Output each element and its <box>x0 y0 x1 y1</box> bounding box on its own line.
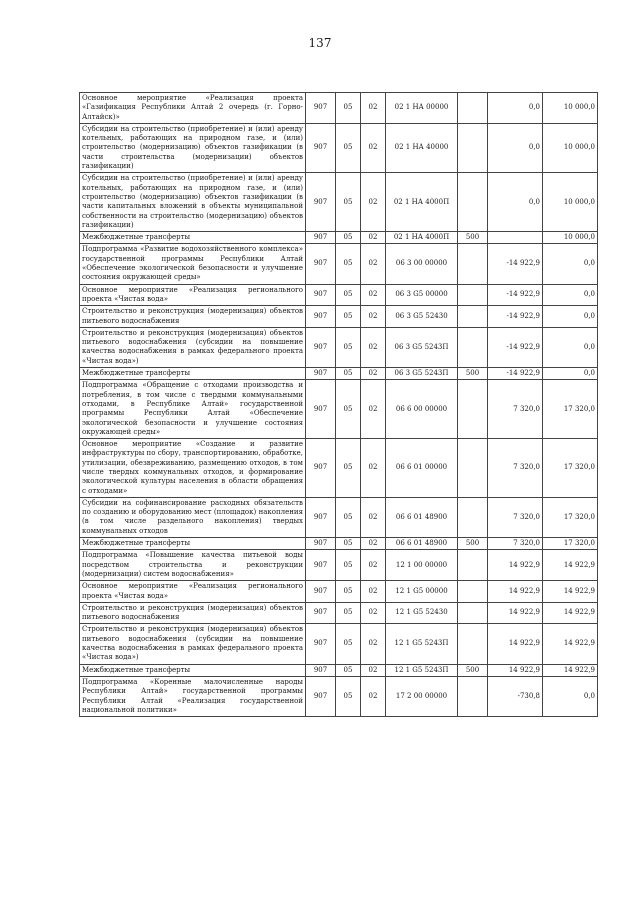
table-row <box>80 439 598 498</box>
razdel-code: 05 <box>336 327 361 367</box>
amount-year-1: -14 922,9 <box>488 368 543 380</box>
podrazdel-code: 02 <box>361 550 386 581</box>
table-row <box>80 550 598 581</box>
amount-year-2: 14 922,9 <box>543 664 598 676</box>
razdel-code: 05 <box>336 624 361 664</box>
amount-year-2: 10 000,0 <box>543 232 598 244</box>
page-number: 137 <box>308 36 332 50</box>
table-row <box>80 676 598 716</box>
target-article-code: 06 6 00 00000 <box>386 380 458 439</box>
target-article-code: 12 1 00 00000 <box>386 550 458 581</box>
razdel-code: 05 <box>336 232 361 244</box>
target-article-code: 06 6 01 48900 <box>386 497 458 537</box>
target-article-code: 02 1 НА 4000П <box>386 173 458 232</box>
podrazdel-code: 02 <box>361 327 386 367</box>
table-row <box>80 123 598 172</box>
row-name: Субсидии на строительство (приобретение) и (или) аренду котельных, работающих на природном газе, и (или) строительство (модернизацию) объектов газификации (в части строительства (модернизации) объектов газификации) <box>80 123 306 172</box>
expense-type-code: 500 <box>458 232 488 244</box>
vedomstvo-code: 907 <box>306 664 336 676</box>
target-article-code: 12 1 G5 00000 <box>386 581 458 603</box>
table-row <box>80 173 598 232</box>
vedomstvo-code: 907 <box>306 581 336 603</box>
amount-year-2: 0,0 <box>543 327 598 367</box>
amount-year-2: 0,0 <box>543 368 598 380</box>
podrazdel-code: 02 <box>361 306 386 328</box>
expense-type-code <box>458 93 488 124</box>
target-article-code: 06 3 00 00000 <box>386 244 458 284</box>
target-article-code: 02 1 НА 00000 <box>386 93 458 124</box>
razdel-code: 05 <box>336 244 361 284</box>
row-name: Основное мероприятие «Реализация регионального проекта «Чистая вода» <box>80 284 306 306</box>
razdel-code: 05 <box>336 173 361 232</box>
podrazdel-code: 02 <box>361 232 386 244</box>
vedomstvo-code: 907 <box>306 676 336 716</box>
amount-year-1: 7 320,0 <box>488 439 543 498</box>
table-row <box>80 664 598 676</box>
amount-year-2: 10 000,0 <box>543 173 598 232</box>
row-name: Межбюджетные трансферты <box>80 538 306 550</box>
amount-year-2: 10 000,0 <box>543 123 598 172</box>
amount-year-1: 7 320,0 <box>488 380 543 439</box>
expense-type-code <box>458 327 488 367</box>
vedomstvo-code: 907 <box>306 232 336 244</box>
amount-year-2: 14 922,9 <box>543 550 598 581</box>
vedomstvo-code: 907 <box>306 497 336 537</box>
razdel-code: 05 <box>336 664 361 676</box>
row-name: Межбюджетные трансферты <box>80 664 306 676</box>
target-article-code: 06 6 01 48900 <box>386 538 458 550</box>
podrazdel-code: 02 <box>361 173 386 232</box>
amount-year-2: 17 320,0 <box>543 380 598 439</box>
amount-year-2: 0,0 <box>543 306 598 328</box>
row-name: Основное мероприятие «Создание и развитие инфраструктуры по сбору, транспортированию, обработке, утилизации, обезвреживанию, размещению отходов, в том числе твердых коммунальных отходов, и формирование экологической культуры населения в области обращения с отходами» <box>80 439 306 498</box>
razdel-code: 05 <box>336 380 361 439</box>
target-article-code: 06 3 G5 5243П <box>386 368 458 380</box>
podrazdel-code: 02 <box>361 664 386 676</box>
amount-year-1: 7 320,0 <box>488 497 543 537</box>
amount-year-1: -14 922,9 <box>488 284 543 306</box>
amount-year-1: 7 320,0 <box>488 538 543 550</box>
expense-type-code <box>458 173 488 232</box>
table-row <box>80 284 598 306</box>
amount-year-1: -14 922,9 <box>488 327 543 367</box>
vedomstvo-code: 907 <box>306 538 336 550</box>
amount-year-1: 14 922,9 <box>488 550 543 581</box>
target-article-code: 06 3 G5 5243П <box>386 327 458 367</box>
row-name: Подпрограмма «Коренные малочисленные народы Республики Алтай» государственной программы Республики Алтай «Реализация государственной национальной политики» <box>80 676 306 716</box>
table-row <box>80 497 598 537</box>
table-row <box>80 380 598 439</box>
vedomstvo-code: 907 <box>306 550 336 581</box>
amount-year-2: 14 922,9 <box>543 602 598 624</box>
podrazdel-code: 02 <box>361 380 386 439</box>
podrazdel-code: 02 <box>361 538 386 550</box>
expense-type-code <box>458 676 488 716</box>
expense-type-code <box>458 244 488 284</box>
target-article-code: 12 1 G5 5243П <box>386 664 458 676</box>
table-row <box>80 368 598 380</box>
amount-year-1: -14 922,9 <box>488 244 543 284</box>
amount-year-2: 14 922,9 <box>543 624 598 664</box>
podrazdel-code: 02 <box>361 93 386 124</box>
table-row <box>80 306 598 328</box>
expense-type-code: 500 <box>458 664 488 676</box>
budget-table <box>79 92 598 717</box>
amount-year-2: 0,0 <box>543 244 598 284</box>
podrazdel-code: 02 <box>361 123 386 172</box>
podrazdel-code: 02 <box>361 284 386 306</box>
amount-year-1: 14 922,9 <box>488 602 543 624</box>
target-article-code: 02 1 НА 4000П <box>386 232 458 244</box>
razdel-code: 05 <box>336 93 361 124</box>
podrazdel-code: 02 <box>361 244 386 284</box>
vedomstvo-code: 907 <box>306 284 336 306</box>
target-article-code: 02 1 НА 40000 <box>386 123 458 172</box>
amount-year-2: 14 922,9 <box>543 581 598 603</box>
razdel-code: 05 <box>336 550 361 581</box>
table-row <box>80 232 598 244</box>
table-row <box>80 538 598 550</box>
expense-type-code: 500 <box>458 538 488 550</box>
vedomstvo-code: 907 <box>306 244 336 284</box>
podrazdel-code: 02 <box>361 439 386 498</box>
row-name: Основное мероприятие «Реализация проекта «Газификация Республики Алтай 2 очередь (г. Горно-Алтайск)» <box>80 93 306 124</box>
amount-year-1: 14 922,9 <box>488 581 543 603</box>
podrazdel-code: 02 <box>361 676 386 716</box>
razdel-code: 05 <box>336 676 361 716</box>
vedomstvo-code: 907 <box>306 93 336 124</box>
expense-type-code <box>458 581 488 603</box>
vedomstvo-code: 907 <box>306 306 336 328</box>
vedomstvo-code: 907 <box>306 368 336 380</box>
row-name: Строительство и реконструкция (модернизация) объектов питьевого водоснабжения (субсидии на повышение качества водоснабжения в рамках федерального проекта «Чистая вода») <box>80 327 306 367</box>
target-article-code: 06 6 01 00000 <box>386 439 458 498</box>
expense-type-code <box>458 284 488 306</box>
vedomstvo-code: 907 <box>306 439 336 498</box>
podrazdel-code: 02 <box>361 602 386 624</box>
razdel-code: 05 <box>336 538 361 550</box>
vedomstvo-code: 907 <box>306 327 336 367</box>
row-name: Межбюджетные трансферты <box>80 368 306 380</box>
vedomstvo-code: 907 <box>306 173 336 232</box>
amount-year-1: -14 922,9 <box>488 306 543 328</box>
table-row <box>80 624 598 664</box>
target-article-code: 12 1 G5 5243П <box>386 624 458 664</box>
razdel-code: 05 <box>336 602 361 624</box>
amount-year-1: 0,0 <box>488 123 543 172</box>
podrazdel-code: 02 <box>361 368 386 380</box>
target-article-code: 17 2 00 00000 <box>386 676 458 716</box>
target-article-code: 06 3 G5 00000 <box>386 284 458 306</box>
table-row <box>80 581 598 603</box>
table-row <box>80 93 598 124</box>
amount-year-2: 0,0 <box>543 284 598 306</box>
row-name: Подпрограмма «Обращение с отходами производства и потребления, в том числе с твердыми коммунальными отходами, в Республике Алтай» государственной программы Республики Алтай «Обеспечение экологической безопасности и улучшение состояния окружающей среды» <box>80 380 306 439</box>
row-name: Подпрограмма «Повышение качества питьевой воды посредством строительства и реконструкции (модернизации) систем водоснабжения» <box>80 550 306 581</box>
row-name: Субсидии на строительство (приобретение) и (или) аренду котельных, работающих на природном газе, и (или) строительство (модернизацию) объектов газификации (в части капитальных вложений в объекты муниципальной собственности на строительство (модернизацию) объектов газификации) <box>80 173 306 232</box>
table-row <box>80 244 598 284</box>
vedomstvo-code: 907 <box>306 380 336 439</box>
row-name: Строительство и реконструкция (модернизация) объектов питьевого водоснабжения <box>80 602 306 624</box>
razdel-code: 05 <box>336 581 361 603</box>
expense-type-code: 500 <box>458 368 488 380</box>
podrazdel-code: 02 <box>361 581 386 603</box>
amount-year-1: 0,0 <box>488 93 543 124</box>
amount-year-1: 0,0 <box>488 173 543 232</box>
amount-year-2: 17 320,0 <box>543 497 598 537</box>
razdel-code: 05 <box>336 439 361 498</box>
amount-year-2: 17 320,0 <box>543 439 598 498</box>
amount-year-2: 17 320,0 <box>543 538 598 550</box>
amount-year-2: 0,0 <box>543 676 598 716</box>
table-body <box>80 93 598 717</box>
razdel-code: 05 <box>336 306 361 328</box>
razdel-code: 05 <box>336 284 361 306</box>
expense-type-code <box>458 380 488 439</box>
row-name: Строительство и реконструкция (модернизация) объектов питьевого водоснабжения (субсидии на повышение качества водоснабжения в рамках федерального проекта «Чистая вода») <box>80 624 306 664</box>
expense-type-code <box>458 602 488 624</box>
target-article-code: 12 1 G5 52430 <box>386 602 458 624</box>
expense-type-code <box>458 550 488 581</box>
row-name: Основное мероприятие «Реализация регионального проекта «Чистая вода» <box>80 581 306 603</box>
row-name: Субсидии на софинансирование расходных обязательств по созданию и оборудованию мест (площадок) накопления (в том числе раздельного накопления) твердых коммунальных отходов <box>80 497 306 537</box>
amount-year-1: -730,8 <box>488 676 543 716</box>
vedomstvo-code: 907 <box>306 624 336 664</box>
expense-type-code <box>458 497 488 537</box>
table-row <box>80 327 598 367</box>
amount-year-1: 14 922,9 <box>488 624 543 664</box>
expense-type-code <box>458 624 488 664</box>
amount-year-1 <box>488 232 543 244</box>
row-name: Межбюджетные трансферты <box>80 232 306 244</box>
razdel-code: 05 <box>336 368 361 380</box>
row-name: Подпрограмма «Развитие водохозяйственного комплекса» государственной программы Республики Алтай «Обеспечение экологической безопасности и улучшение состояния окружающей среды» <box>80 244 306 284</box>
podrazdel-code: 02 <box>361 497 386 537</box>
razdel-code: 05 <box>336 123 361 172</box>
expense-type-code <box>458 306 488 328</box>
razdel-code: 05 <box>336 497 361 537</box>
vedomstvo-code: 907 <box>306 602 336 624</box>
expense-type-code <box>458 123 488 172</box>
target-article-code: 06 3 G5 52430 <box>386 306 458 328</box>
row-name: Строительство и реконструкция (модернизация) объектов питьевого водоснабжения <box>80 306 306 328</box>
vedomstvo-code: 907 <box>306 123 336 172</box>
table-row <box>80 602 598 624</box>
amount-year-2: 10 000,0 <box>543 93 598 124</box>
expense-type-code <box>458 439 488 498</box>
podrazdel-code: 02 <box>361 624 386 664</box>
amount-year-1: 14 922,9 <box>488 664 543 676</box>
